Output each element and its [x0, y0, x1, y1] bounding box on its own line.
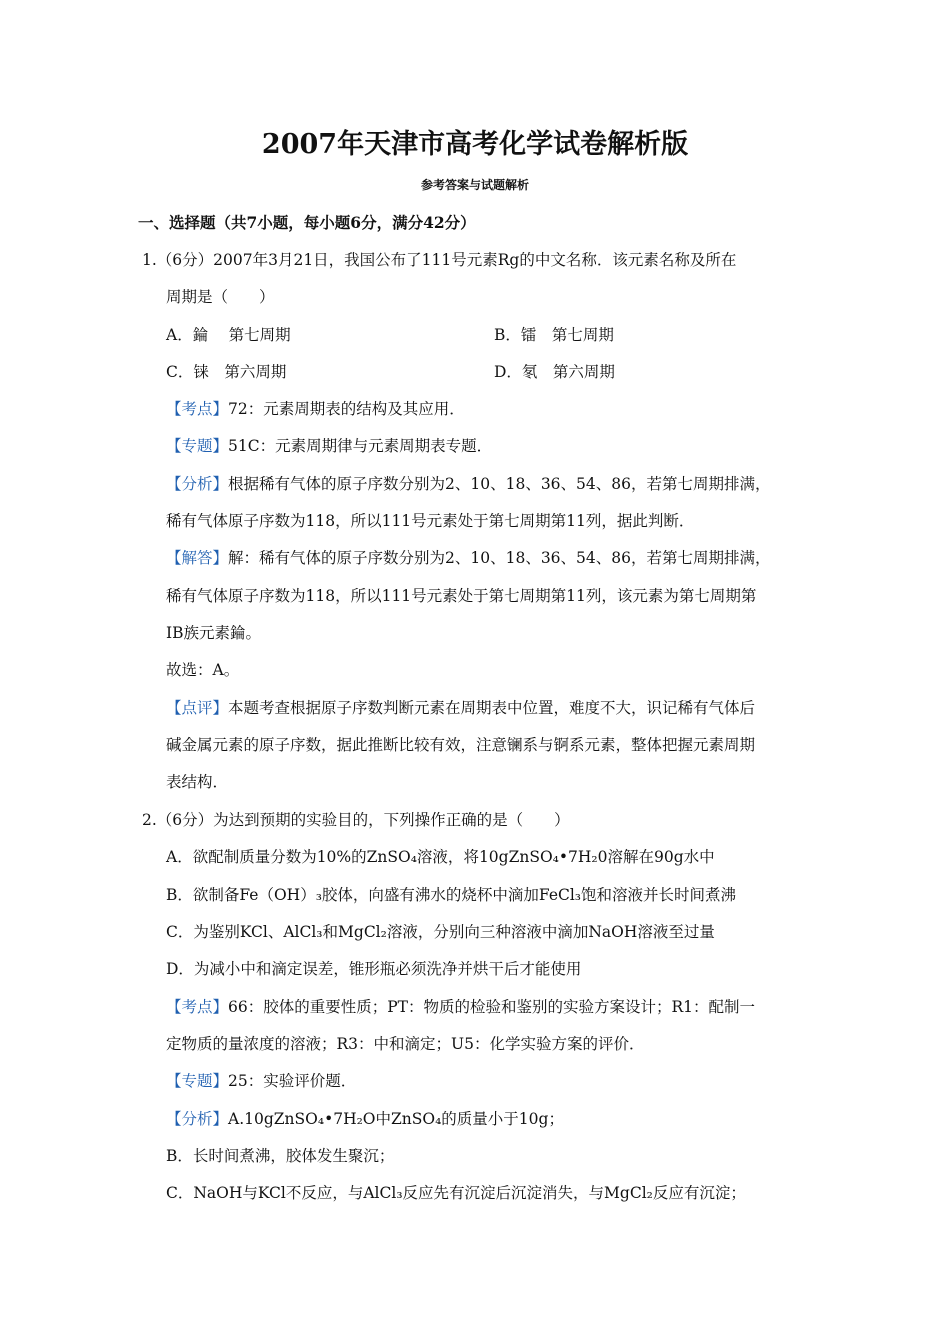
kaodian-tag: 【考点】: [166, 998, 229, 1016]
q1-fenxi: [166, 474, 771, 494]
q2-zhuanti: [166, 1071, 356, 1091]
q1-fenxi-line2: 稀有气体原子序数为118，所以111号元素处于第七周期第11列，据此判断．: [166, 512, 695, 530]
q1-zhuanti-text: 51C：元素周期律与元素周期表专题．: [228, 437, 493, 455]
kaodian-tag: 【考点】: [166, 400, 229, 418]
q1-dianping-line2: 碱金属元素的原子序数，据此推断比较有效，注意镧系与锕系元素，整体把握元素周期: [166, 736, 756, 754]
q1-stem-line2: 周期是（ ）: [166, 288, 275, 306]
page-title: 2007年天津市高考化学试卷解析版: [261, 129, 689, 160]
q1-jieda: [166, 548, 771, 568]
zhuanti-tag: 【专题】: [166, 437, 229, 455]
jieda-tag: 【解答】: [166, 549, 229, 567]
q1-jieda-line1: 解：稀有气体的原子序数分别为2、10、18、36、54、86，若第七周期排满，: [228, 549, 771, 567]
q2-kaodian: [166, 997, 755, 1017]
dianping-tag: 【点评】: [166, 699, 229, 717]
q1-option-d: D．氡 第六周期: [494, 363, 615, 381]
q1-option-c: C．铼 第六周期: [166, 363, 287, 381]
q1-kaodian-text: 72：元素周期表的结构及其应用．: [228, 400, 465, 418]
q1-dianping-line3: 表结构．: [166, 773, 229, 791]
q2-zhuanti-text: 25：实验评价题．: [228, 1072, 357, 1090]
q2-fenxi-c: C．NaOH与KCl不反应，与AlCl₃反应先有沉淀后沉淀消失，与MgCl₂反应有沉淀；: [166, 1184, 746, 1202]
q1-option-b: B．镭 第七周期: [494, 326, 614, 344]
page-subtitle: 参考答案与试题解析: [420, 178, 529, 192]
fenxi-tag: 【分析】: [166, 475, 229, 493]
q2-option-d: D．为减小中和滴定误差，锥形瓶必须洗净并烘干后才能使用: [166, 960, 582, 978]
q1-kaodian: [166, 399, 465, 419]
q2-option-c: C．为鉴别KCl、AlCl₃和MgCl₂溶液，分别向三种溶液中滴加NaOH溶液至过量: [166, 923, 715, 941]
q1-jieda-line3: ⅠB族元素錀。: [166, 624, 262, 642]
q1-dianping: [166, 698, 755, 718]
q2-fenxi: [166, 1109, 564, 1129]
q1-option-a: A．錀 第七周期: [166, 326, 291, 344]
q1-jieda-line2: 稀有气体原子序数为118，所以111号元素处于第七周期第11列，该元素为第七周期第: [166, 587, 757, 605]
q2-kaodian-line2: 定物质的量浓度的溶液；R3：中和滴定；U5：化学实验方案的评价．: [166, 1035, 645, 1053]
q1-answer: 故选：A。: [166, 661, 240, 679]
q1-zhuanti: [166, 436, 492, 456]
q2-option-b: B．欲制备Fe（OH）₃胶体，向盛有沸水的烧杯中滴加FeCl₃饱和溶液并长时间煮沸: [166, 886, 737, 904]
q2-fenxi-a: A.10gZnSO₄•7H₂O中ZnSO₄的质量小于10g；: [228, 1110, 564, 1128]
zhuanti-tag: 【专题】: [166, 1072, 229, 1090]
fenxi-tag: 【分析】: [166, 1110, 229, 1128]
q2-fenxi-b: B．长时间煮沸，胶体发生聚沉；: [166, 1147, 395, 1165]
q1-stem-line1: 1.（6分）2007年3月21日，我国公布了111号元素Rg的中文名称．该元素名称及所在: [142, 251, 737, 269]
q1-dianping-line1: 本题考查根据原子序数判断元素在周期表中位置，难度不大，识记稀有气体后: [228, 699, 756, 717]
q2-option-a: A．欲配制质量分数为10%的ZnSO₄溶液，将10gZnSO₄•7H₂0溶解在90g水中: [166, 848, 715, 866]
q2-kaodian-line1: 66：胶体的重要性质；PT：物质的检验和鉴别的实验方案设计；R1：配制一: [228, 998, 756, 1016]
q1-fenxi-line1: 根据稀有气体的原子序数分别为2、10、18、36、54、86，若第七周期排满，: [228, 475, 771, 493]
q2-stem: 2.（6分）为达到预期的实验目的，下列操作正确的是（ ）: [142, 811, 570, 829]
section-heading: 一、选择题（共7小题，每小题6分，满分42分）: [138, 213, 476, 232]
